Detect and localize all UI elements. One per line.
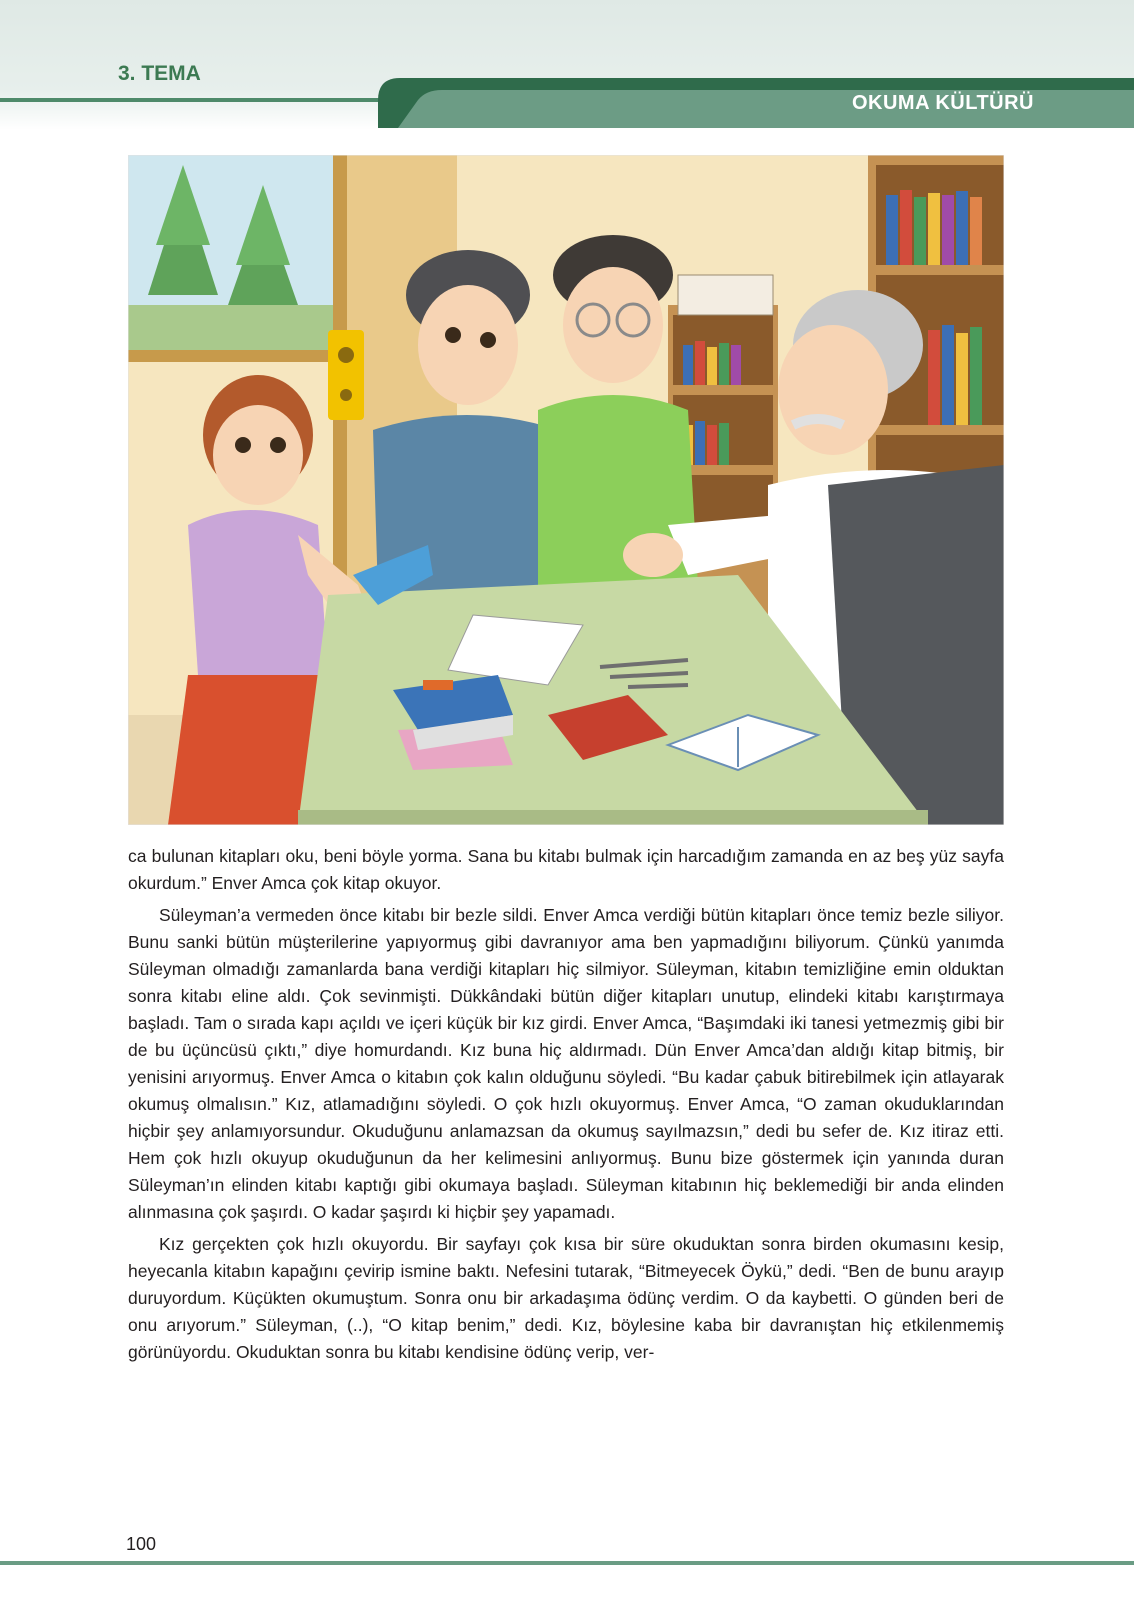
box [678, 275, 773, 315]
theme-label: 3. TEMA [118, 62, 201, 85]
paragraph: ca bulunan kitapları oku, beni böyle yorma. Sana bu kitabı bulmak için harcadığım zamanda en az beş yüz sayfa okurdum.” Enver Amca çok kitap okuyor. [128, 846, 1004, 893]
paragraph: Kız gerçekten çok hızlı okuyordu. Bir sayfayı çok kısa bir süre okuduktan sonra birden okumasını kesip, heyecanla kitabın kapağını çevirip ismine baktı. Nefesini tutarak, “Bitmeyecek Öykü,” dedi. “Ben de bunu arayıp duruyordum. Küçükten okumuştum. Sonra onu bir arkadaşıma ödünç verdim. O da kaybetti. O günden beri de onu arıyorum.” Süleyman, (..), “O kitap benim,” dedi. Kız, böylesine kaba bir davranıştan hiç etkilenmemiş görünüyordu. Okuduktan sonra bu kitabı kendisine ödünç verip, ver- [128, 1234, 1004, 1362]
bookstore-scene-illustration [128, 155, 1004, 825]
section-title: OKUMA KÜLTÜRÜ [851, 92, 1034, 114]
door-lock [328, 330, 364, 420]
page-number: 100 [126, 1534, 157, 1554]
theme-rule [0, 98, 388, 102]
paragraph: Süleyman’a vermeden önce kitabı bir bezle sildi. Enver Amca verdiği bütün kitapları önce temiz bezle siliyor. Bunu sanki bütün müşterilerine yapıyormuş gibi davranıyor ama ben yapmadığını biliyorum. Çünkü yanımda Süleyman olmadığı zamanlarda bana verdiği kitapları hiç silmiyor. Süleyman, kitabın temizliğine emin olduktan sonra kitabı eline aldı. Çok sevinmişti. Dükkândaki bütün diğer kitapları unutup, elindeki kitabı karıştırmaya başladı. Tam o sırada kapı açıldı ve içeri küçük bir kız girdi. Enver Amca, “Başımdaki iki tanesi yetmezmiş gibi bir de bu üçüncüsü çıktı,” diye homurdandı. Kız buna hiç aldırmadı. Dün Enver Amca’dan aldığı kitap bitmiş, bir yenisini arıyormuş. Enver Amca o kitabın çok kalın olduğunu söyledi. “Bu kadar çabuk bitirebilmek için atlayarak okumuş olmalısın.” Kız, atlamadığını söyledi. O çok hızlı okuyormuş. Enver Amca, “O zaman okuduklarından hiçbir şey anlamıyorsundur. Okuduğunu anlamazsan da okumuş sayılmazsın,” dedi bu sefer de. Kız itiraz etti. Hem çok hızlı okuyup okuduğunun da her kelimesini anlıyormuş. Bunu bize göstermek için yanında duran Süleyman’ın elinden kitabı kaptığı gibi okumaya başladı. Süleyman kitabının hiç beklemediği bir anda elinden alınmasına çok şaşırdı. O kadar şaşırdı ki hiçbir şey yapamadı. [128, 905, 1004, 1222]
footer-rule [0, 1561, 1134, 1565]
body-text [128, 843, 1004, 1371]
